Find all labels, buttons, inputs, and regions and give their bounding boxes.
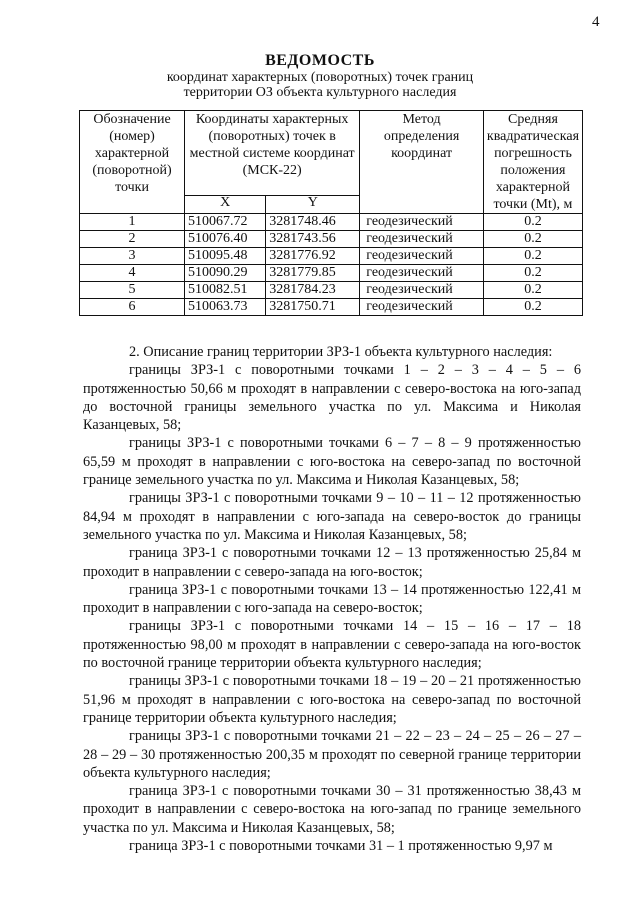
cell-y: 3281743.56	[266, 231, 360, 248]
title-subtitle-line-1: координат характерных (поворотных) точек границ	[166, 70, 474, 85]
section-heading: 2. Описание границ территории ЗРЗ-1 объекта культурного наследия:	[129, 344, 553, 360]
cell-x: 510082.51	[185, 282, 266, 299]
paragraph: границы ЗРЗ-1 с поворотными точками 18 – 19 – 20 – 21 протяженностью 51,96 м проходят в направлении с юго-востока на северо-запад по восточной границе территории объекта культурного наследия;	[83, 673, 581, 726]
header-y: Y	[266, 195, 360, 213]
cell-point-number: 2	[80, 231, 185, 248]
cell-x: 510063.73	[185, 299, 266, 316]
cell-y: 3281750.71	[266, 299, 360, 316]
paragraph: граница ЗРЗ-1 с поворотными точками 30 – 31 протяженностью 38,43 м проходит в направлении с северо-востока на юго-запад по границе земельного участка по ул. Максима и Николая Казанцевых, 58;	[83, 783, 581, 836]
table-row	[80, 282, 583, 299]
cell-x: 510067.72	[185, 214, 266, 231]
cell-x: 510076.40	[185, 231, 266, 248]
paragraph: граница ЗРЗ-1 с поворотными точками 13 – 14 протяженностью 122,41 м проходит в направлении с юго-запада на северо-восток;	[83, 581, 581, 617]
table-row	[80, 214, 583, 231]
cell-method: геодезический	[360, 282, 484, 299]
paragraph: границы ЗРЗ-1 с поворотными точками 6 – 7 – 8 – 9 протяженностью 65,59 м проходят в направлении с юго-востока на северо-запад по восточной границе земельного участка по ул. Максима и Николая Казанцевых, 58;	[83, 435, 581, 489]
coordinates-table	[79, 110, 583, 316]
cell-point-number: 4	[80, 265, 185, 282]
cell-error: 0.2	[483, 282, 582, 299]
paragraph: границы ЗРЗ-1 с поворотными точками 21 – 22 – 23 – 24 – 25 – 26 – 27 – 28 – 29 – 30 протяженностью 200,35 м проходят по северной границе территории объекта культурного наследия;	[83, 728, 581, 781]
cell-x: 510090.29	[185, 265, 266, 282]
header-error: Средняя квадратическая погрешность положения характерной точки (Mt), м	[483, 111, 582, 214]
title-main: ВЕДОМОСТЬ	[265, 52, 375, 69]
cell-error: 0.2	[483, 265, 582, 282]
cell-y: 3281784.23	[266, 282, 360, 299]
title-subtitle-line-2: территории ОЗ объекта культурного наследия	[183, 85, 457, 100]
boundary-description	[83, 343, 581, 855]
paragraph: граница ЗРЗ-1 с поворотными точками 31 – 1 протяженностью 9,97 м	[129, 838, 553, 855]
header-coordinates: Координаты характерных (поворотных) точек в местной системе координат (МСК-22)	[185, 111, 360, 196]
cell-y: 3281776.92	[266, 248, 360, 265]
cell-y: 3281748.46	[266, 214, 360, 231]
cell-error: 0.2	[483, 248, 582, 265]
cell-error: 0.2	[483, 214, 582, 231]
paragraph: границы ЗРЗ-1 с поворотными точками 1 – 2 – 3 – 4 – 5 – 6 протяженностью 50,66 м проходят в направлении с северо-востока на юго-запад до восточной границы земельного участка по ул. Максима и Николая Казанцевых, 58;	[83, 362, 581, 434]
paragraph: границы ЗРЗ-1 с поворотными точками 14 – 15 – 16 – 17 – 18 протяженностью 98,00 м проходят в направлении с северо-запада на юго-восток по восточной границе территории объекта культурного наследия;	[83, 618, 581, 672]
paragraph: границы ЗРЗ-1 с поворотными точками 9 – 10 – 11 – 12 протяженностью 84,94 м проходят в направлении с юго-запада на северо-восток до границы земельного участка по ул. Максима и Николая Казанцевых, 58;	[83, 490, 581, 543]
header-method: Метод определения координат	[360, 111, 484, 214]
cell-method: геодезический	[360, 299, 484, 316]
cell-point-number: 1	[80, 214, 185, 231]
table-row	[80, 299, 583, 316]
cell-method: геодезический	[360, 214, 484, 231]
page-number: 4	[592, 14, 600, 30]
table-row	[80, 265, 583, 282]
table-row	[80, 248, 583, 265]
cell-y: 3281779.85	[266, 265, 360, 282]
table-row	[80, 231, 583, 248]
header-x: X	[185, 195, 266, 213]
cell-error: 0.2	[483, 231, 582, 248]
cell-method: геодезический	[360, 265, 484, 282]
cell-method: геодезический	[360, 231, 484, 248]
table-header-row	[80, 111, 583, 196]
cell-point-number: 5	[80, 282, 185, 299]
cell-method: геодезический	[360, 248, 484, 265]
cell-x: 510095.48	[185, 248, 266, 265]
cell-point-number: 3	[80, 248, 185, 265]
document-title	[0, 52, 640, 100]
header-point-number: Обозначение (номер) характерной (поворотной) точки	[80, 111, 185, 214]
paragraph: граница ЗРЗ-1 с поворотными точками 12 – 13 протяженностью 25,84 м проходит в направлении с северо-запада на юго-восток;	[83, 545, 581, 580]
cell-point-number: 6	[80, 299, 185, 316]
cell-error: 0.2	[483, 299, 582, 316]
